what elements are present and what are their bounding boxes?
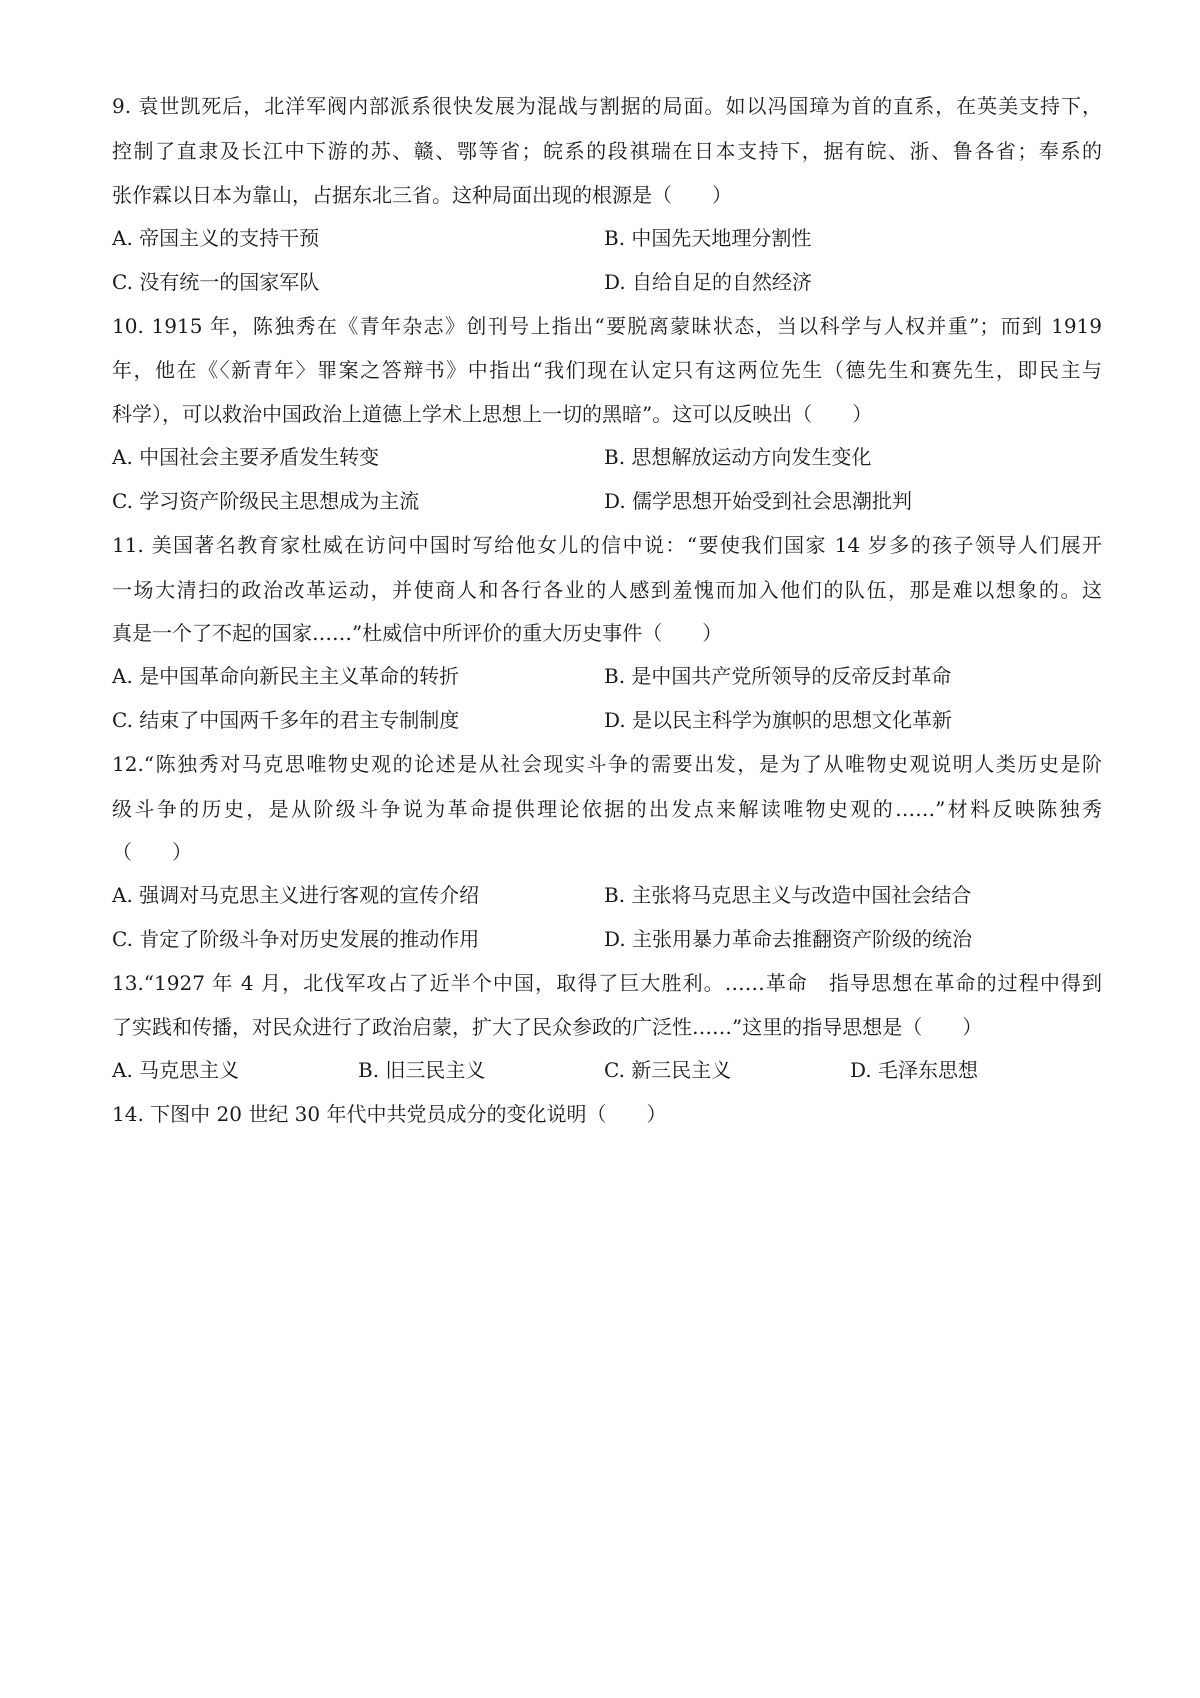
question-11-option-d: D. 是以民主科学为旗帜的思想文化革新 bbox=[604, 708, 953, 732]
question-13-option-b: B. 旧三民主义 bbox=[358, 1058, 486, 1082]
question-12-option-b: B. 主张将马克思主义与改造中国社会结合 bbox=[604, 883, 972, 907]
question-13-stem-line-2: 了实践和传播，对民众进行了政治启蒙，扩大了民众参政的广泛性……”这里的指导思想是（ ） bbox=[112, 1015, 983, 1039]
question-13-option-a: A. 马克思主义 bbox=[112, 1058, 240, 1082]
question-11-stem-line-1: 11. 美国著名教育家杜威在访问中国时写给他女儿的信中说：“要使我们国家 14 岁多的孩子领导人们展开 bbox=[112, 533, 1102, 557]
question-13-option-d: D. 毛泽东思想 bbox=[850, 1058, 979, 1082]
question-14-stem-line-1: 14. 下图中 20 世纪 30 年代中共党员成分的变化说明（ ） bbox=[112, 1102, 667, 1126]
question-10-option-a: A. 中国社会主要矛盾发生转变 bbox=[112, 445, 380, 469]
question-12-stem-line-2: 级斗争的历史，是从阶级斗争说为革命提供理论依据的出发点来解读唯物史观的……”材料反映陈独秀 bbox=[112, 797, 1102, 821]
question-13-stem-line-1: 13.“1927 年 4 月，北伐军攻占了近半个中国，取得了巨大胜利。……革命 指导思想在革命的过程中得到 bbox=[112, 971, 1102, 995]
question-9-option-d: D. 自给自足的自然经济 bbox=[604, 270, 813, 294]
question-12-option-c: C. 肯定了阶级斗争对历史发展的推动作用 bbox=[112, 927, 480, 951]
question-9-option-b: B. 中国先天地理分割性 bbox=[604, 226, 812, 250]
question-10-stem-line-3: 科学），可以救治中国政治上道德上学术上思想上一切的黑暗”。这可以反映出（ ） bbox=[112, 402, 873, 426]
question-11-stem-line-2: 一场大清扫的政治改革运动，并使商人和各行各业的人感到羞愧而加入他们的队伍，那是难以想象的。这 bbox=[112, 578, 1102, 602]
question-9-stem-line-1: 9. 袁世凯死后，北洋军阀内部派系很快发展为混战与割据的局面。如以冯国璋为首的直系，在英美支持下， bbox=[112, 94, 1102, 118]
question-11-option-b: B. 是中国共产党所领导的反帝反封革命 bbox=[604, 664, 952, 688]
question-12-option-a: A. 强调对马克思主义进行客观的宣传介绍 bbox=[112, 883, 480, 907]
question-12-stem-line-1: 12.“陈独秀对马克思唯物史观的论述是从社会现实斗争的需要出发，是为了从唯物史观说明人类历史是阶 bbox=[112, 752, 1102, 776]
question-9-stem-line-2: 控制了直隶及长江中下游的苏、赣、鄂等省；皖系的段祺瑞在日本支持下，据有皖、浙、鲁各省；奉系的 bbox=[112, 139, 1102, 163]
question-9-option-a: A. 帝国主义的支持干预 bbox=[112, 226, 320, 250]
question-10-stem-line-1: 10. 1915 年，陈独秀在《青年杂志》创刊号上指出“要脱离蒙昧状态，当以科学与人权并重”；而到 1919 bbox=[112, 314, 1102, 338]
question-10-option-b: B. 思想解放运动方向发生变化 bbox=[604, 445, 872, 469]
question-9-stem-line-3: 张作霖以日本为靠山，占据东北三省。这种局面出现的根源是（ ） bbox=[112, 183, 732, 207]
question-10-option-c: C. 学习资产阶级民主思想成为主流 bbox=[112, 489, 420, 513]
question-9-option-c: C. 没有统一的国家军队 bbox=[112, 270, 320, 294]
question-10-option-d: D. 儒学思想开始受到社会思潮批判 bbox=[604, 489, 913, 513]
question-12-option-d: D. 主张用暴力革命去推翻资产阶级的统治 bbox=[604, 927, 973, 951]
question-13-option-c: C. 新三民主义 bbox=[604, 1058, 732, 1082]
question-11-stem-line-3: 真是一个了不起的国家……”杜威信中所评价的重大历史事件（ ） bbox=[112, 621, 723, 645]
question-10-stem-line-2: 年，他在《〈新青年〉罪案之答辩书》中指出“我们现在认定只有这两位先生（德先生和赛先生，即民主与 bbox=[112, 358, 1102, 382]
question-12-stem-line-3: （ ） bbox=[112, 840, 192, 864]
question-11-option-a: A. 是中国革命向新民主主义革命的转折 bbox=[112, 664, 460, 688]
question-11-option-c: C. 结束了中国两千多年的君主专制制度 bbox=[112, 708, 460, 732]
